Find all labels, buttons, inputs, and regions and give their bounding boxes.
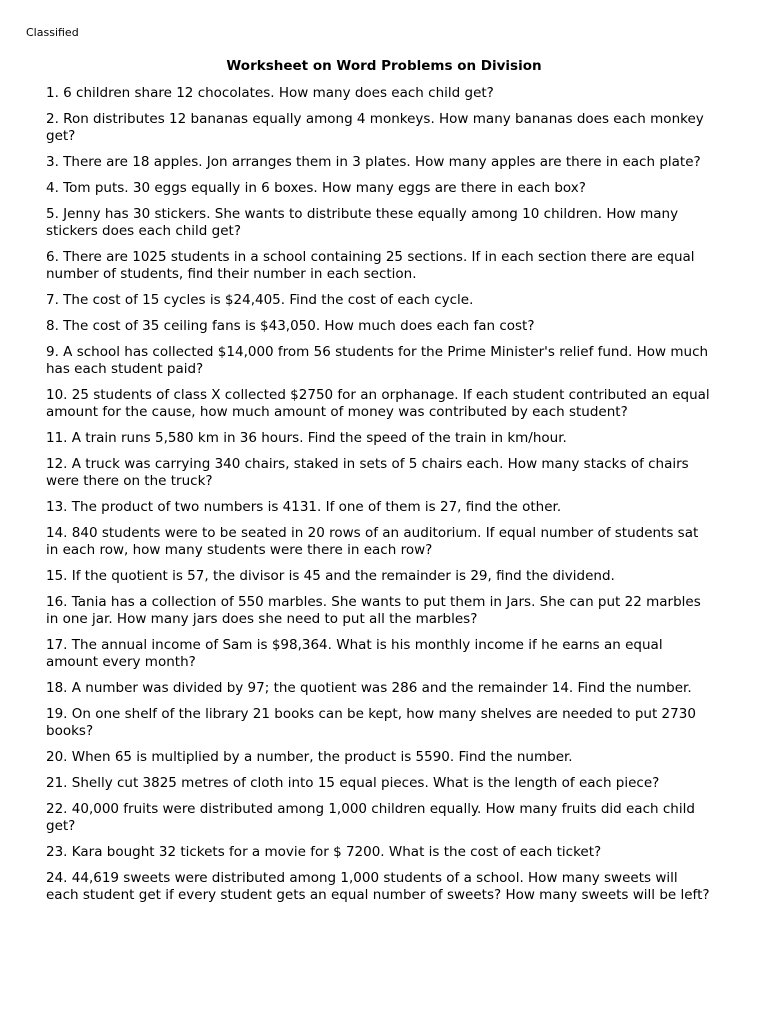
question-item: 19. On one shelf of the library 21 books can be kept, how many shelves are needed to put 2730 books?	[46, 706, 696, 739]
question-item: 23. Kara bought 32 tickets for a movie for $ 7200. What is the cost of each ticket?	[46, 844, 602, 860]
question-item: 22. 40,000 fruits were distributed among 1,000 children equally. How many fruits did each child get?	[46, 801, 695, 834]
question-item: 13. The product of two numbers is 4131. If one of them is 27, find the other.	[46, 499, 562, 515]
question-item: 1. 6 children share 12 chocolates. How many does each child get?	[46, 85, 494, 101]
question-list	[46, 85, 714, 913]
worksheet-title: Worksheet on Word Problems on Division	[226, 58, 542, 74]
question-item: 3. There are 18 apples. Jon arranges them in 3 plates. How many apples are there in each plate?	[46, 154, 701, 170]
question-item: 21. Shelly cut 3825 metres of cloth into 15 equal pieces. What is the length of each piece?	[46, 775, 660, 791]
question-item: 24. 44,619 sweets were distributed among 1,000 students of a school. How many sweets will each student get if every student gets an equal number of sweets? How many sweets will be left?	[46, 870, 710, 903]
question-item: 4. Tom puts. 30 eggs equally in 6 boxes. How many eggs are there in each box?	[46, 180, 586, 196]
question-item: 6. There are 1025 students in a school containing 25 sections. If in each section there are equal number of students, find their number in each section.	[46, 249, 695, 282]
question-item: 15. If the quotient is 57, the divisor is 45 and the remainder is 29, find the dividend.	[46, 568, 615, 584]
question-item: 5. Jenny has 30 stickers. She wants to distribute these equally among 10 children. How many stickers does each child get?	[46, 206, 679, 239]
question-item: 14. 840 students were to be seated in 20 rows of an auditorium. If equal number of students sat in each row, how many students were there in each row?	[46, 525, 699, 558]
question-item: 20. When 65 is multiplied by a number, the product is 5590. Find the number.	[46, 749, 573, 765]
question-item: 16. Tania has a collection of 550 marbles. She wants to put them in Jars. She can put 22 marbles in one jar. How many jars does she need to put all the marbles?	[46, 594, 701, 627]
classification-label: Classified	[26, 26, 79, 39]
question-item: 18. A number was divided by 97; the quotient was 286 and the remainder 14. Find the number.	[46, 680, 692, 696]
question-item: 17. The annual income of Sam is $98,364. What is his monthly income if he earns an equal amount every month?	[46, 637, 663, 670]
question-item: 9. A school has collected $14,000 from 56 students for the Prime Minister's relief fund. How much has each student paid?	[46, 344, 709, 377]
question-item: 8. The cost of 35 ceiling fans is $43,050. How much does each fan cost?	[46, 318, 535, 334]
question-item: 10. 25 students of class X collected $2750 for an orphanage. If each student contributed an equal amount for the cause, how much amount of money was contributed by each student?	[46, 387, 710, 420]
question-item: 2. Ron distributes 12 bananas equally among 4 monkeys. How many bananas does each monkey get?	[46, 111, 704, 144]
question-item: 12. A truck was carrying 340 chairs, staked in sets of 5 chairs each. How many stacks of chairs were there on the truck?	[46, 456, 689, 489]
question-item: 7. The cost of 15 cycles is $24,405. Find the cost of each cycle.	[46, 292, 474, 308]
question-item: 11. A train runs 5,580 km in 36 hours. Find the speed of the train in km/hour.	[46, 430, 567, 446]
